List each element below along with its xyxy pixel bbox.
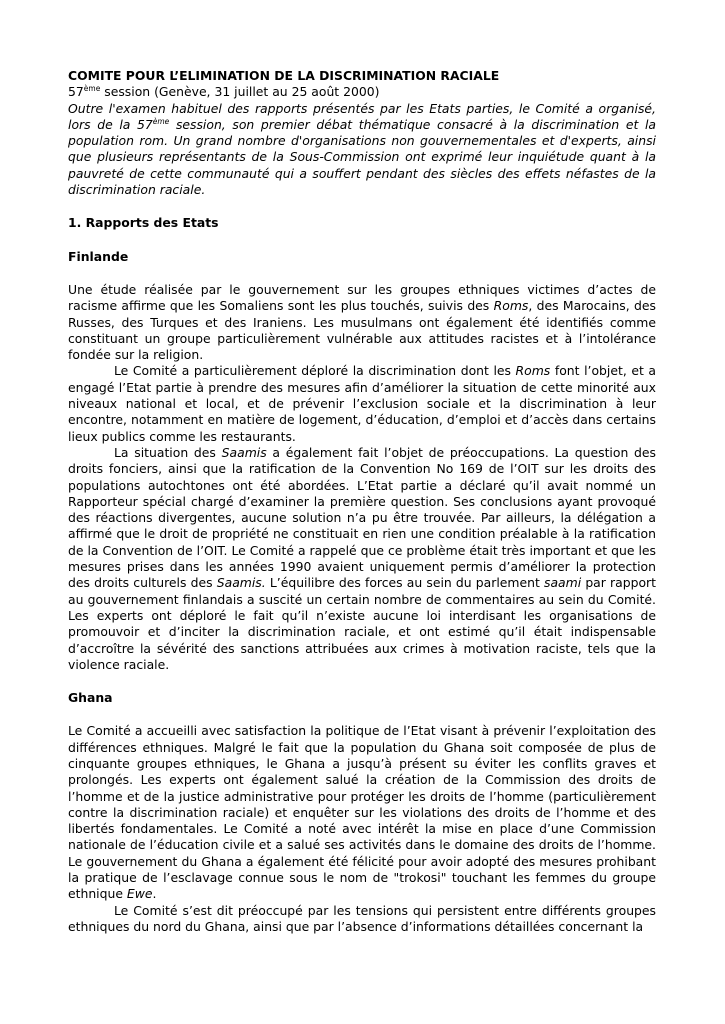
intro-superscript: ème [152, 116, 170, 126]
finlande-p3-text-c: L’équilibre des forces au sein du parlement [265, 575, 544, 591]
session-number: 57 [68, 84, 84, 100]
finlande-p2-roms: Roms [515, 363, 551, 379]
session-line [68, 84, 656, 100]
ghana-p1-text-a: Le Comité a accueilli avec satisfaction la politique de l’Etat visant à prévenir l’exploitation des différences ethniques. Malgré le fait que la population du Ghana soit composée de plus de cinquante groupes ethniques, le Ghana a jusqu’à présent su éviter les conflits graves et prolongés. Les experts ont également salué la création de la Commission des droits de l’homme et de la justice administrative pour protéger les droits de l’homme (particulièrement contre la discrimination raciale) et enquêter sur les violations des droits de l’homme et des libertés fondamentales. Le Comité a noté avec intérêt la mise en place d’une Commission nationale de l’éducation civile et a salué ses activités dans le domaine des droits de l’homme. Le gouvernement du Ghana a également été félicité pour avoir adopté des mesures prohibant la pratique de l’esclavage connue sous le nom de "trokosi" touchant les femmes du groupe ethnique [68, 723, 656, 902]
finlande-p1-text-b: , des Marocains, des Russes, des Turques et des Iraniens. Les musulmans ont également été identifiés comme constituant un groupe particulièrement vulnérable aux attitudes racistes et à l’intolérance fondée sur la religion. [68, 298, 656, 363]
ghana-paragraph-2: Le Comité s’est dit préoccupé par les tensions qui persistent entre différents groupes ethniques du nord du Ghana, ainsi que par l’absence d’informations détaillées concernant la [68, 902, 656, 934]
finlande-p3-text-a: La situation des [114, 444, 222, 460]
finlande-p1-text-a: Une étude réalisée par le gouvernement sur les groupes ethniques victimes d’actes de racisme affirme que les Somaliens sont les plus touchés, suivis des [68, 281, 656, 314]
country-heading-ghana: Ghana [68, 690, 113, 706]
session-superscript: ème [83, 84, 101, 94]
finlande-p3-saamis-2: Saamis. [216, 575, 266, 591]
finlande-p3-text-b: a également fait l’objet de préoccupations. La question des droits fonciers, ainsi que la ratification de la Convention No 169 de l’OIT sur les droits des populations autochtones ont été abordées. L’Etat partie a déclaré qu’il avait nommé un Rapporteur spécial chargé d’examiner la première question. Ses conclusions ayant provoqué des réactions divergentes, aucune solution n’a pu être trouvée. Par ailleurs, la délégation a affirmé que le droit de propriété ne constituait en rien une condition préalable à la ratification de la Convention de l’OIT. Le Comité a rappelé que ce problème était très important et que les mesures prises dans les années 1990 avaient uniquement permis d’améliorer la protection des droits culturels des [68, 444, 656, 591]
finlande-p3-text-d: par rapport au gouvernement finlandais a suscité un certain nombre de commentaires au sein du Comité. Les experts ont déploré le fait qu’il n’existe aucune loi interdisant les organisations de promouvoir et d’inciter la discrimination raciale, et ont estimé qu’il était indispensable d’accroître la sévérité des sanctions attribuées aux crimes à motivation raciste, tels que la violence raciale. [68, 575, 656, 672]
intro-paragraph [68, 101, 656, 199]
ghana-p1-text-b: . [152, 886, 157, 902]
finlande-paragraph-3 [68, 445, 656, 673]
document-page [68, 68, 656, 935]
ghana-paragraph-1 [68, 723, 656, 902]
finlande-p3-saami: saami [544, 575, 582, 591]
finlande-p2-text-b: font l’objet, et a engagé l’Etat partie à prendre des mesures afin d’améliorer la situation de cette minorité aux niveaux national et local, et de prévenir l’exclusion sociale et la discrimination à leur encontre, notamment en matière de logement, d’éducation, d’emploi et d’accès dans certains lieux publics comme les restaurants. [68, 363, 656, 444]
finlande-p2-text-a: Le Comité a particulièrement déploré la discrimination dont les [114, 363, 516, 379]
finlande-p3-saamis-1: Saamis [221, 444, 267, 460]
session-details: session (Genève, 31 juillet au 25 août 2000) [100, 84, 380, 100]
intro-text-2: session, son premier débat thématique consacré à la discrimination et la population rom. Un grand nombre d'organisations non gouvernementales et d'experts, ainsi que plusieurs représentants de la Sous-Commission ont exprimé leur inquiétude quant à la pauvreté de cette communauté qui a souffert pendant des siècles des effets néfastes de la discrimination raciale. [68, 116, 656, 198]
intro-text-1: Outre l'examen habituel des rapports présentés par les Etats parties, le Comité a organisé, lors de la 57 [68, 100, 656, 132]
finlande-paragraph-2 [68, 363, 656, 444]
country-heading-finlande: Finlande [68, 248, 129, 264]
finlande-p1-roms: Roms [493, 298, 529, 314]
section-heading-rapports: 1. Rapports des Etats [68, 215, 219, 231]
ghana-p1-ewe: Ewe [126, 886, 153, 902]
finlande-paragraph-1 [68, 282, 656, 363]
document-title: COMITE POUR L’ELIMINATION DE LA DISCRIMINATION RACIALE [68, 68, 500, 83]
